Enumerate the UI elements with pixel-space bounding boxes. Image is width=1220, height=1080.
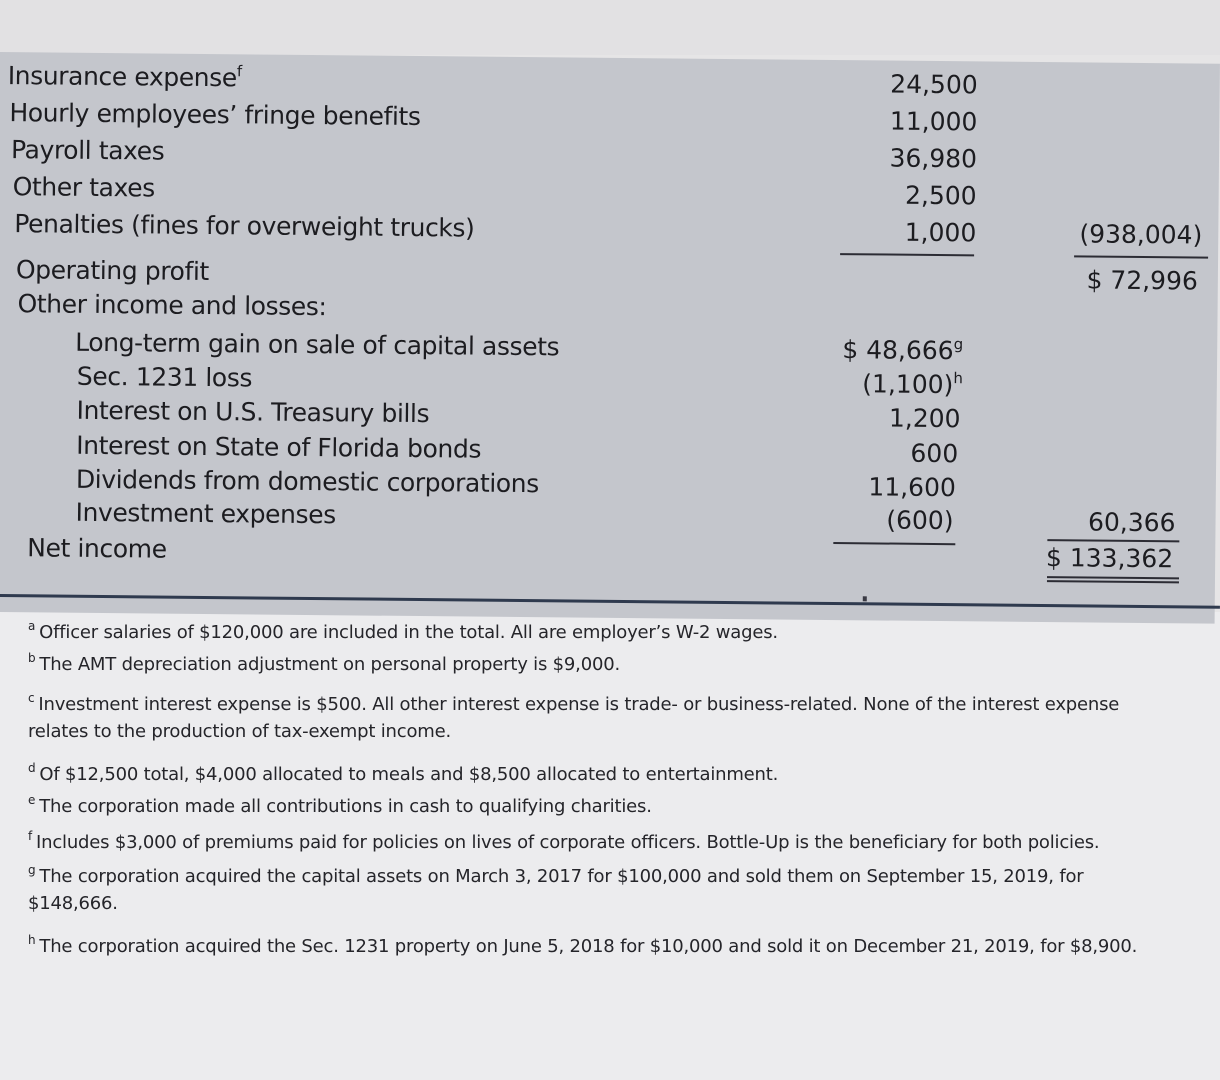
- row-label: Penalties (fines for overweight trucks): [14, 209, 475, 243]
- total-underline: [1074, 255, 1208, 258]
- footnote: $^d$ Of $12,500 total, $4,000 allocated to meals and $8,500 allocated to entertainment.: [28, 761, 779, 785]
- row-label: Sec. 1231 loss: [76, 361, 253, 393]
- row-amount: $ 48,666$^g$: [842, 335, 964, 366]
- row-label: Dividends from domestic corporations: [75, 464, 539, 499]
- section-heading: Other income and losses:: [17, 289, 327, 322]
- income-statement-table: [0, 52, 1220, 624]
- row-amount: 1,200: [888, 403, 961, 434]
- footnote: $^g$ The corporation acquired the capital assets on March 3, 2017 for $100,000 and sold them on September 15, 2019, for $148,666.: [28, 863, 1084, 914]
- scan-speck: [863, 596, 867, 601]
- row-label: Investment expenses: [75, 497, 336, 530]
- row-label: Interest on State of Florida bonds: [76, 430, 482, 464]
- row-label: Operating profit: [15, 255, 210, 287]
- row-amount: 11,000: [889, 106, 978, 137]
- row-label: Long-term gain on sale of capital assets: [75, 327, 560, 362]
- footnote: $^f$ Includes $3,000 of premiums paid for policies on lives of corporate officers. Bottle-Up is the beneficiary for both policies.: [28, 829, 1100, 853]
- row-label: Hourly employees’ fringe benefits: [9, 98, 421, 132]
- footnote: $^c$ Investment interest expense is $500. All other interest expense is trade- or business-related. None of the interest expense relates to the production of tax-exempt income.: [28, 691, 1120, 742]
- footnote: $^b$ The AMT depreciation adjustment on personal property is $9,000.: [28, 651, 620, 675]
- subtotal-underline: [840, 253, 974, 256]
- row-amount: 2,500: [904, 180, 977, 211]
- row-amount: 24,500: [890, 69, 978, 100]
- footnote: $^a$ Officer salaries of $120,000 are included in the total. All are employer’s W-2 wages.: [28, 619, 778, 643]
- row-total: 60,366: [1087, 507, 1176, 538]
- row-amount: 600: [910, 438, 959, 469]
- row-amount: 1,000: [904, 217, 977, 248]
- footnote: $^h$ The corporation acquired the Sec. 1231 property on June 5, 2018 for $10,000 and sold it on December 21, 2019, for $8,900.: [28, 933, 1138, 957]
- page-margin-top: [0, 0, 1220, 55]
- row-label: Payroll taxes: [10, 135, 165, 166]
- double-underline: [1047, 576, 1179, 583]
- row-label: Interest on U.S. Treasury bills: [76, 395, 430, 429]
- row-label: Net income: [27, 533, 167, 564]
- row-total: (938,004): [1079, 219, 1203, 250]
- row-amount: (600): [886, 505, 954, 536]
- row-amount: 11,600: [868, 472, 957, 503]
- footnote: $^e$ The corporation made all contributions in cash to qualifying charities.: [28, 793, 652, 817]
- row-amount: 36,980: [889, 143, 978, 174]
- row-total: $ 133,362: [1045, 543, 1174, 574]
- row-label: Other taxes: [12, 172, 155, 203]
- row-amount: $(1,100)^h$: [862, 369, 963, 400]
- row-label: Insurance expense$^f$: [7, 61, 242, 93]
- row-total: $ 72,996: [1086, 265, 1198, 296]
